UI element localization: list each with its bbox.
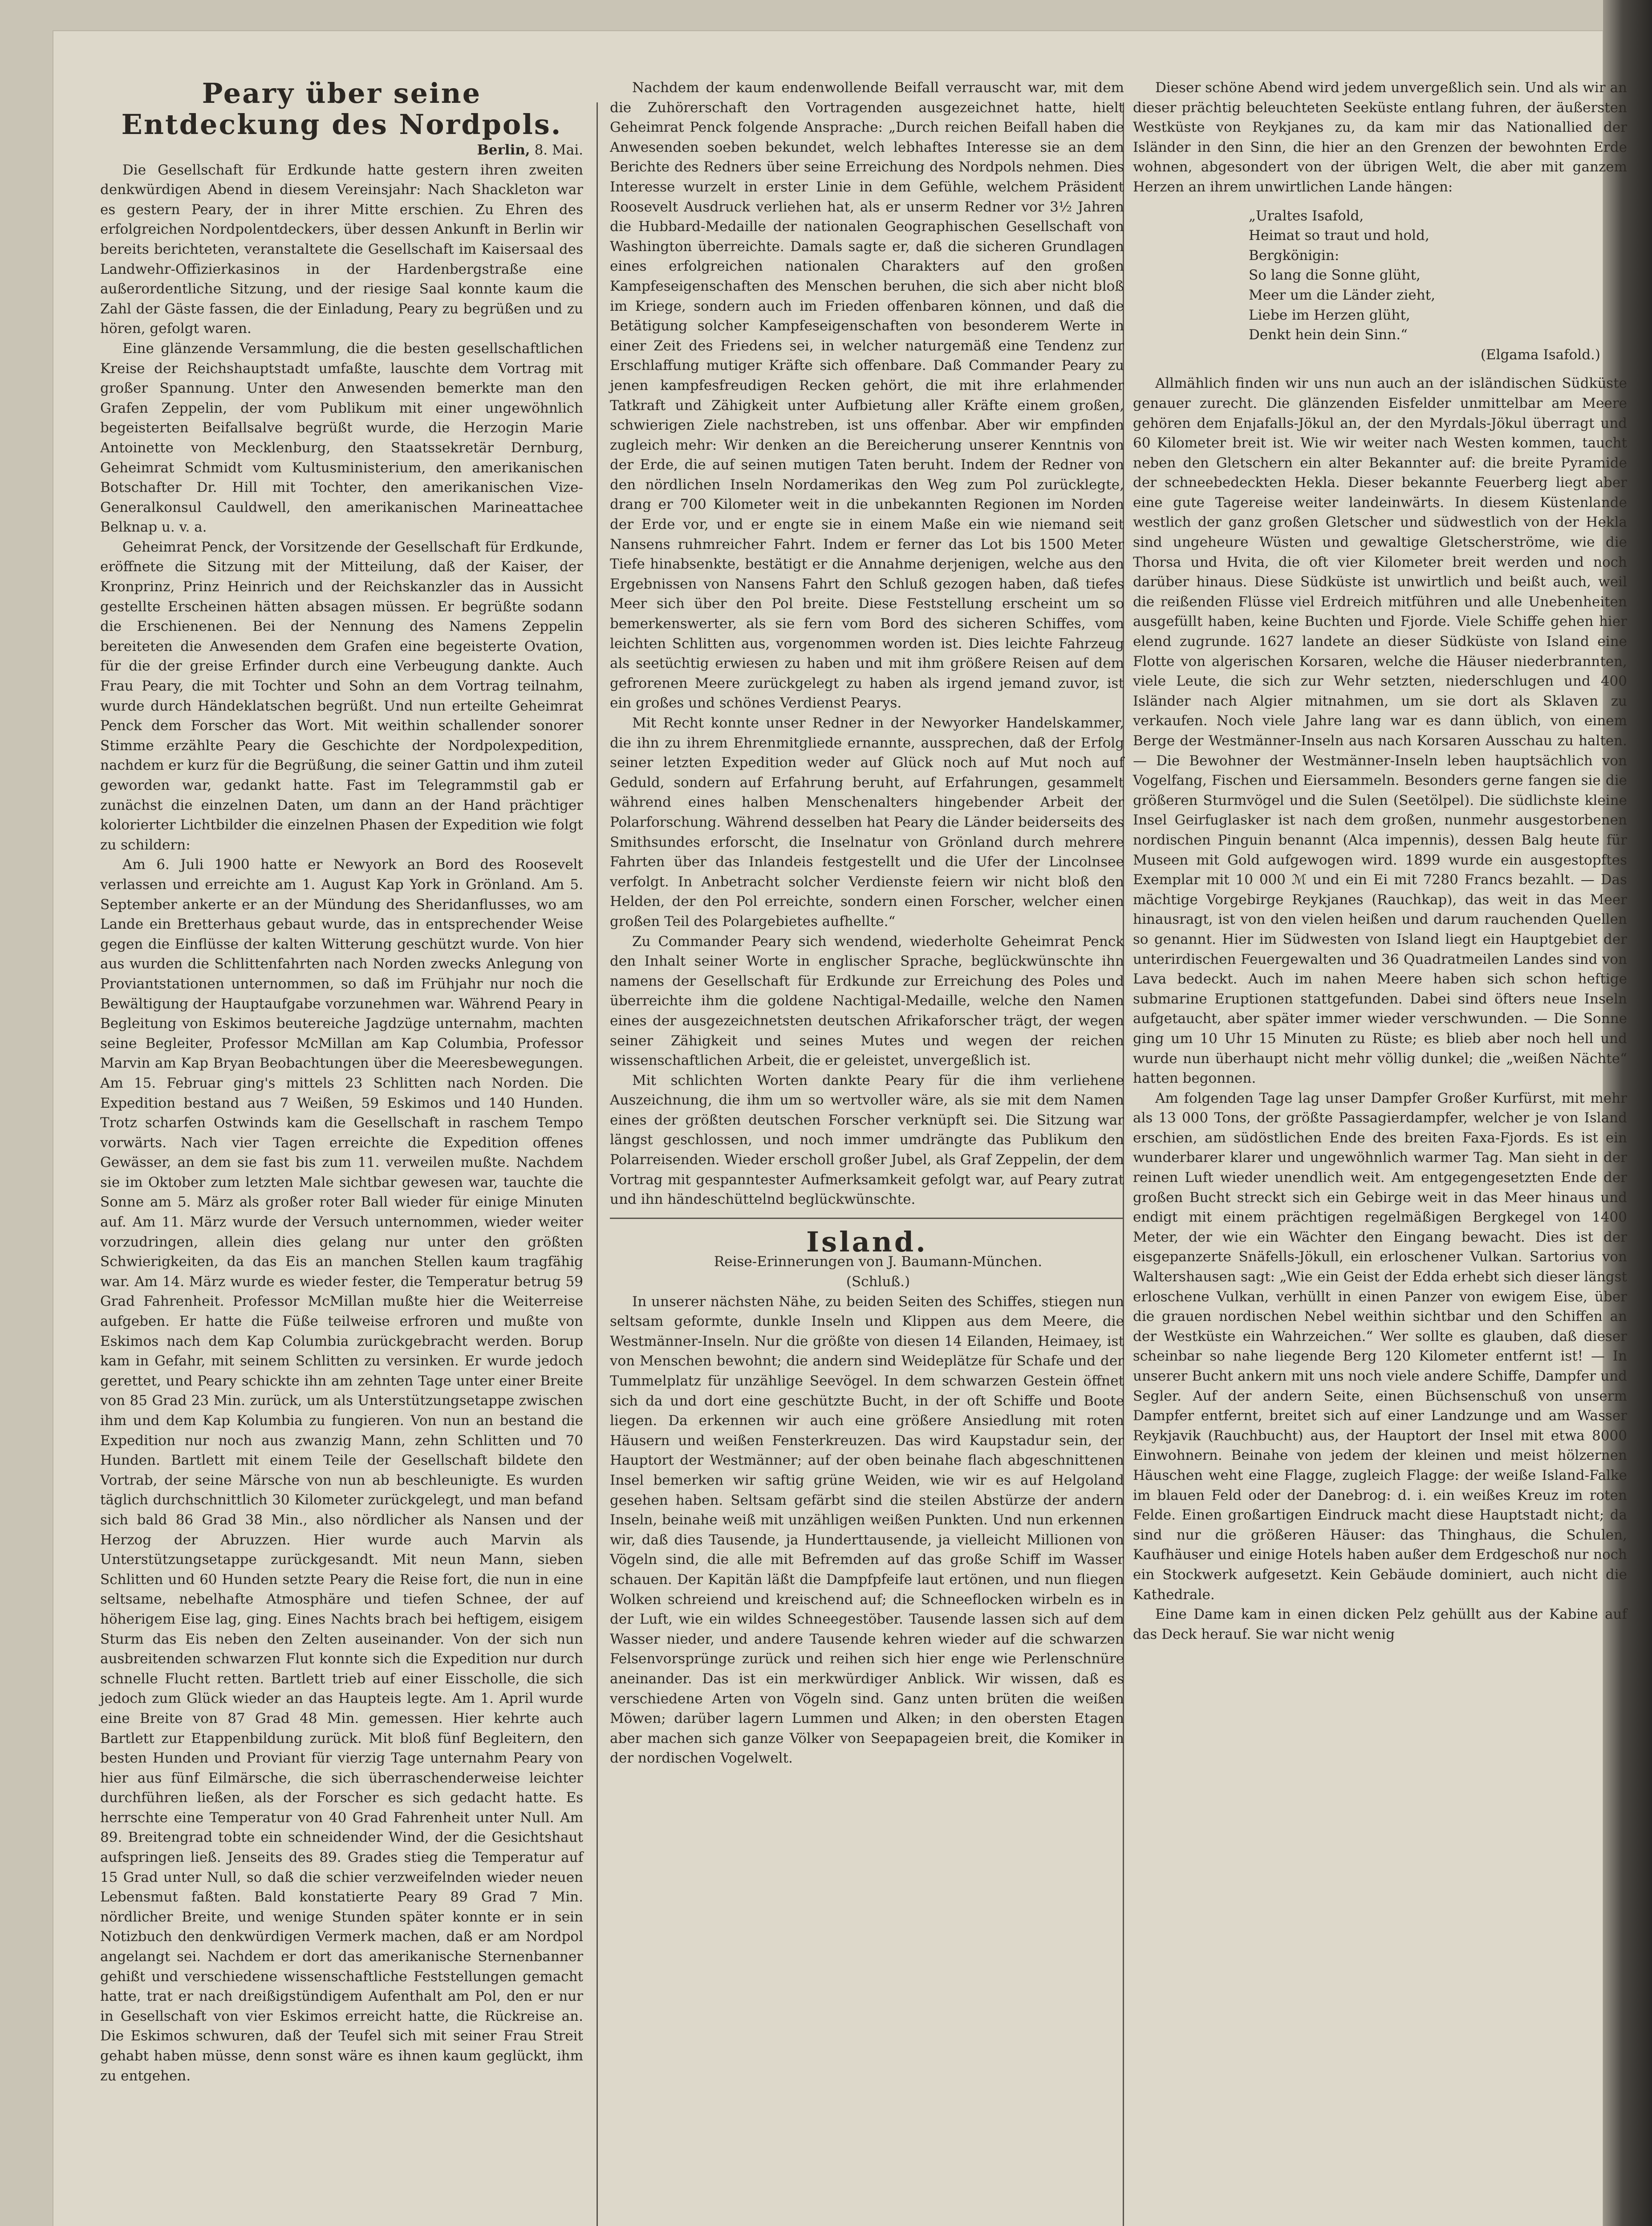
column-1 — [100, 78, 583, 2086]
column-2 — [610, 78, 1124, 1768]
paragraph: Eine glänzende Versammlung, die die besten gesellschaftlichen Kreise der Reichshauptstadt umfaßte, lauschte dem Vortrag mit großer Spannung. Unter den Anwesenden bemerkte man den Grafen Zeppelin, der vom Publikum mit einer ungewöhnlich begeisterten Beifallsalve begrüßt wurde, die Herzogin Marie Antoinette von Mecklenburg, den Staatssekretär Dernburg, Geheimrat Schmidt vom Kultusministerium, den amerikanischen Botschafter Dr. Hill mit Tochter, den amerikanischen Vize-Generalkonsul Cauldwell, den amerikanischen Marineattachee Belknap u. v. a. — [100, 340, 583, 536]
dateline-city: Berlin, — [477, 142, 530, 158]
paragraph: Nachdem der kaum endenwollende Beifall verrauscht war, mit dem die Zuhörerschaft den Vortragenden ausgezeichnet hatte, hielt Geheimrat Penck folgende Ansprache: „Durch reichen Beifall haben die Anwesenden soeben bekundet, welch lebhaftes Interesse sie an dem Berichte des Redners über seine Erreichung des Nordpols nehmen. Dies Interesse wurzelt in erster Linie in dem Gefühle, welchem Präsident Roosevelt Ausdruck verliehen hat, als er unserm Redner vor 3½ Jahren die Hubbard-Medaille der nationalen Geographischen Gesellschaft von Washington überreichte. Damals sagte er, daß die sicheren Grundlagen eines erfolgreichen nationalen Charakters auf den großen Kampfeseigenschaften des Menschen beruhen, die sich aber nicht bloß im Kriege, sondern auch im Frieden offenbaren können, und daß die Betätigung solcher Kampfeseigenschaften von besonderem Werte in einer Zeit des Friedens sei, in welcher naturgemäß eine Tendenz zur Erschlaffung mutiger Kräfte sich offenbare. Daß Commander Peary zu jenen kampfesfreudigen Recken gehört, die mit ihre erlahmender Tatkraft und Zähigkeit unter Aufbietung aller Kräfte einem großen, schwierigen Ziele nachstreben, ist uns offenbar. Aber wir empfinden zugleich mehr: Wir denken an die Bereicherung unserer Kenntnis von der Erde, die auf seinen mutigen Taten beruht. Indem der Redner von den nördlichen Inseln Nordamerikas den Weg zum Pol zurücklegte, drang er 700 Kilometer weit in die unbekannten Regionen im Norden der Erde vor, und er engte sie in einem Maße ein wie niemand seit Nansens ruhmreicher Fahrt. Indem er ferner das Lot bis 1500 Meter Tiefe hinabsenkte, bestätigt er die Annahme derjenigen, welche aus den Ergebnissen von Nansens Fahrt den Schluß gezogen haben, daß tiefes Meer sich über den Pol breite. Diese Feststellung erscheint um so bemerkenswerter, als sie fern vom Bord des sicheren Schiffes, vom leichten Schlitten aus, vorgenommen worden ist. Dies leichte Fahrzeug als seetüchtig erwiesen zu haben und mit ihm größere Reisen auf dem gefrorenen Meere zurückgelegt zu haben als irgend jemand zuvor, ist ein großes und schönes Verdienst Pearys. — [610, 80, 1124, 711]
article-headline-peary: Peary über seine Entdeckung des Nordpols. — [121, 77, 562, 141]
poem-line: „Uraltes Isafold, — [1249, 207, 1364, 224]
poem-line: So lang die Sonne glüht, — [1249, 267, 1421, 284]
dateline-date: 8. Mai. — [534, 142, 583, 158]
poem-line: Liebe im Herzen glüht, — [1249, 307, 1410, 323]
paragraph: Allmählich finden wir uns nun auch an der isländischen Südküste genauer zurecht. Die glänzenden Eisfelder unmittelbar am Meere gehören dem Enjafalls-Jökul an, der den Myrdals-Jökul überragt und 60 Kilometer breit ist. Wie wir weiter nach Westen kommen, taucht neben den Gletschern ein alter Bekannter auf: die breite Pyramide der schneebedeckten Hekla. Dieser bekannte Feuerberg liegt aber eine gute Tagereise weiter landeinwärts. In diesem Küstenlande westlich der ganz großen Gletscher und südwestlich von der Hekla sind ungeheure Wüsten und gewaltige Gletscherströme, wie die Thorsa und Hvita, die oft vier Kilometer breit werden und noch darüber hinaus. Diese Südküste ist unwirtlich und beißt auch, weil die reißenden Flüsse viel Erdreich mitführen und alle Unebenheiten ausgefüllt haben, keine Buchten und Fjorde. Viele Schiffe gehen hier elend zugrunde. 1627 landete an dieser Südküste von Island eine Flotte von algerischen Korsaren, welche die Häuser niederbrannten, viele Leute, die sich zur Wehr setzten, niederschlugen und 400 Isländer nach Algier mitnahmen, um sie dort als Sklaven zu verkaufen. Noch viele Jahre lang war es dann üblich, von einem Berge der Westmänner-Inseln aus nach Korsaren Ausschau zu halten. — Die Bewohner der Westmänner-Inseln leben hauptsächlich von Vogelfang, Fischen und Eiersammeln. Besonders gerne fangen sie die größeren Sturmvögel und die Sulen (Seetölpel). Die südlichste kleine Insel Geirfuglasker ist nach dem großen, nunmehr ausgestorbenen nordischen Pinguin benannt (Alca impennis), dessen Balg heute für Museen mit Gold aufgewogen wird. 1899 wurde ein ausgestopftes Exemplar mit 10 000 ℳ und ein Ei mit 7280 Francs bezahlt. — Das mächtige Vorgebirge Reykjanes (Rauchkap), das weit in das Meer hinausragt, ist von den vielen heißen und darum rauchenden Quellen so genannt. Hier im Südwesten von Island liegt ein Hauptgebiet der unterirdischen Feuergewalten und 36 Quadratmeilen Landes sind von Lava bedeckt. Auch im nahen Meere haben sich schon heftige submarine Eruptionen stattgefunden. Dabei sind öfters neue Inseln aufgetaucht, aber später immer wieder verschwunden. — Die Sonne ging um 10 Uhr 15 Minuten zu Rüste; es blieb aber noch hell und wurde nun überhaupt nicht mehr völlig dunkel; die „weißen Nächte“ hatten begonnen. — [1133, 375, 1627, 1087]
column-3 — [1133, 78, 1627, 1644]
paragraph: Am folgenden Tage lag unser Dampfer Großer Kurfürst, mit mehr als 13 000 Tons, der größte Passagierdampfer, welcher je von Island erschien, am südöstlichen Ende des breiten Faxa-Fjords. Es ist ein wunderbarer klarer und ungewöhnlich warmer Tag. Man sieht in der reinen Luft wieder unendlich weit. Am entgegengesetzten Ende der großen Bucht streckt sich ein Gebirge weit in das Meer hinaus und endigt mit einem prächtigen regelmäßigen Bergkegel von 1400 Meter, der wie ein Wächter den Eingang bewacht. Dies ist der eisgepanzerte Snäfells-Jökull, ein erloschener Vulkan. Sartorius von Waltershausen sagt: „Wie ein Geist der Edda erhebt sich dieser längst erloschene Vulkan, verhüllt in einen Panzer von ewigem Eise, über die grauen nordischen Nebel weithin sichtbar und den Schiffen an der Westküste ein Wahrzeichen.“ Wer sollte es glauben, daß dieser scheinbar so nahe liegende Berg 120 Kilometer entfernt ist! — In unserer Bucht ankern mit uns noch viele andere Schiffe, Dampfer und Segler. Auf der andern Seite, einen Büchsenschuß von unserm Dampfer entfernt, breitet sich auf einer Landzunge und am Wasser Reykjavik (Rauchbucht) aus, der Hauptort der Insel mit etwa 8000 Einwohnern. Beinahe von jedem der kleinen und meist hölzernen Häuschen weht eine Flagge, zugleich Flagge: der weiße Island-Falke im blauen Feld oder der Danebrog: d. i. ein weißes Kreuz im roten Felde. Einen großartigen Eindruck macht diese Hauptstadt nicht; da sind nur die größeren Häuser: das Thinghaus, die Schulen, Kaufhäuser und einige Hotels haben außer dem Erdgeschoß nur noch ein Stockwerk aufgesetzt. Kein Gebäude dominiert, auch nicht die Kathedrale. — [1133, 1090, 1627, 1603]
paragraph: Zu Commander Peary sich wendend, wiederholte Geheimrat Penck den Inhalt seiner Worte in englischer Sprache, beglückwünschte ihn namens der Gesellschaft für Erdkunde zur Erreichung des Poles und überreichte ihm die goldene Nachtigal-Medaille, welche den Namen eines der ausgezeichnetsten deutschen Afrikaforscher trägt, der wegen seiner Zähigkeit und seines Mutes und wegen der reichen wissenschaftlichen Arbeit, die er geleistet, unvergeßlich ist. — [610, 933, 1124, 1069]
paragraph: Mit Recht konnte unser Redner in der Newyorker Handelskammer, die ihn zu ihrem Ehrenmitgliede ernannte, aussprechen, daß der Erfolg seiner letzten Expedition weder auf Glück noch auf Mut noch auf Geduld, sondern auf Erfahrung beruht, auf Erfahrungen, gesammelt während eines halben Menschenalters hingebender Arbeit der Polarforschung. Während desselben hat Peary die Länder beiderseits des Smithsundes erforscht, die Inselnatur von Grönland durch mehrere Fahrten über das Inlandeis festgestellt und die Ufer der Lincolnsee verfolgt. In Anbetracht solcher Verdienste feiern wir nicht bloß den Helden, der den Pol erreichte, sondern einen Forscher, welcher einen großen Teil des Polargebietes aufhellte.“ — [610, 715, 1124, 930]
continuation-note: (Schluß.) — [846, 1274, 910, 1290]
poem-source: (Elgama Isafold.) — [1480, 346, 1600, 363]
poem-line: Denkt hein dein Sinn.“ — [1249, 327, 1408, 343]
dateline — [100, 140, 583, 160]
paragraph: Die Gesellschaft für Erdkunde hatte gestern ihren zweiten denkwürdigen Abend in diesem Vereinsjahr: Nach Shackleton war es gestern Peary, der in ihrer Mitte erschien. Zu Ehren des erfolgreichen Nordpolentdeckers, über dessen Ankunft in Berlin wir bereits berichteten, veranstaltete die Gesellschaft im Kaisersaal des Landwehr-Offizierkasinos in der Hardenbergstraße eine außerordentliche Sitzung, und der riesige Saal konnte kaum die Zahl der Gäste fassen, die der Einladung, Peary zu begrüßen und zu hören, gefolgt waren. — [100, 162, 583, 337]
paragraph: In unserer nächsten Nähe, zu beiden Seiten des Schiffes, stiegen nun seltsam geformte, dunkle Inseln und Klippen aus dem Meere, die Westmänner-Inseln. Nur die größte von diesen 14 Eilanden, Heimaey, ist von Menschen bewohnt; die andern sind Weideplätze für Schafe und der Tummelplatz für unzählige Seevögel. In dem schwarzen Gestein öffnet sich da und dort eine geschützte Bucht, in der oft Schiffe und Boote liegen. Da erkennen wir auch eine größere Ansiedlung mit roten Häusern und weißen Fensterkreuzen. Das wird Kaupstadur sein, der Hauptort der Westmänner; auf der oben beinahe flach abgeschnittenen Insel bemerken wir saftig grüne Weiden, wie wir es auf Helgoland gesehen haben. Seltsam gefärbt sind die steilen Abstürze der andern Inseln, beinahe weiß mit unzähligen weißen Punkten. Und nun erkennen wir, daß dies Tausende, ja Hunderttausende, ja vielleicht Millionen von Vögeln sind, die alle mit Befremden auf das große Schiff im Wasser schauen. Der Kapitän läßt die Dampfpfeife laut ertönen, und nun fliegen Wolken schreiend und kreischend auf; die Schneeflocken wirbeln es in der Luft, wie ein wildes Schneegestöber. Tausende lassen sich auf dem Wasser nieder, und andere Tausende kehren wieder auf die schwarzen Felsenvorsprünge zurück und reihen sich hier enge wie Perlenschnüre aneinander. Das ist ein merkwürdiger Anblick. Wir wissen, daß es verschiedene Arten von Vögeln sind. Ganz unten brüten die weißen Möwen; darüber lagern Lummen und Alken; in den obersten Etagen aber machen sich ganze Völker von Seepapageien breit, die Komiker in der nordischen Vogelwelt. — [610, 1293, 1124, 1767]
paragraph: Geheimrat Penck, der Vorsitzende der Gesellschaft für Erdkunde, eröffnete die Sitzung mit der Mitteilung, daß der Kaiser, der Kronprinz, Prinz Heinrich und der Reichskanzler das in Aussicht gestellte Erscheinen hätten absagen müssen. Er begrüßte sodann die Erschienenen. Bei der Nennung des Namens Zeppelin bereiteten die Anwesenden dem Grafen eine begeisterte Ovation, für die der greise Erfinder durch eine Verbeugung dankte. Auch Frau Peary, die mit Tochter und Sohn an dem Vortrag teilnahm, wurde durch Händeklatschen begrüßt. Und nun erteilte Geheimrat Penck dem Forscher das Wort. Mit weithin schallender sonorer Stimme erzählte Peary die Geschichte der Nordpolexpedition, nachdem er kurz für die Begrüßung, die seiner Gattin und ihm zuteil geworden war, gedankt hatte. Fast im Telegrammstil gab er zunächst die einzelnen Daten, um dann an der Hand prächtiger kolorierter Lichtbilder die einzelnen Phasen der Expedition wie folgt zu schildern: — [100, 539, 583, 853]
paragraph: Mit schlichten Worten dankte Peary für die ihm verliehene Auszeichnung, die ihm um so wertvoller wäre, als sie mit dem Namen eines der größten deutschen Forscher verknüpft sei. Die Sitzung war längst geschlossen, und noch immer umdrängte das Publikum den Polarreisenden. Wieder erscholl großer Jubel, als Graf Zeppelin, der dem Vortrag mit gespanntester Aufmerksamkeit gefolgt war, auf Peary zutrat und ihn händeschüttelnd beglückwünschte. — [610, 1072, 1124, 1208]
article-headline-island: Island. — [806, 1225, 928, 1258]
paragraph: Eine Dame kam in einen dicken Pelz gehüllt aus der Kabine auf das Deck herauf. Sie war nicht wenig — [1133, 1606, 1627, 1642]
paragraph: Dieser schöne Abend wird jedem unvergeßlich sein. Und als wir an dieser prächtig beleuchteten Seeküste entlang fuhren, der äußersten Westküste von Reykjanes zu, da kam mir das Nationallied der Isländer in den Sinn, die hier an den Grenzen der bewohnten Erde wohnen, abgesondert von der übrigen Welt, die aber mit ganzem Herzen an ihrem unwirtlichen Lande hängen: — [1133, 80, 1627, 195]
poem — [1249, 206, 1627, 365]
paragraph: Am 6. Juli 1900 hatte er Newyork an Bord des Roosevelt verlassen und erreichte am 1. August Kap York in Grönland. Am 5. September ankerte er an der Mündung des Sheridanflusses, wo am Lande ein Bretterhaus gebaut wurde, das in entsprechender Weise gegen die Einflüsse der kalten Witterung geschützt wurde. Von hier aus wurden die Schlittenfahrten nach Norden zwecks Anlegung von Proviantstationen unternommen, so daß im Frühjahr nur noch die Bewältigung der Hauptaufgabe vorzunehmen war. Während Peary in Begleitung von Eskimos beutereiche Jagdzüge unternahm, machten seine Begleiter, Professor McMillan am Kap Columbia, Professor Marvin am Kap Bryan Beobachtungen über die Meeresbewegungen. Am 15. Februar ging's mittels 23 Schlitten nach Norden. Die Expedition bestand aus 7 Weißen, 59 Eskimos und 140 Hunden. Trotz scharfen Ostwinds kam die Gesellschaft in raschem Tempo vorwärts. Nach vier Tagen erreichte die Expedition offenes Gewässer, an dem sie fast bis zum 11. verweilen mußte. Nachdem sie im Oktober zum letzten Male sichtbar gewesen war, tauchte die Sonne am 5. März als großer roter Ball wieder für einige Minuten auf. Am 11. März wurde der Versuch unternommen, wieder weiter vorzudringen, allein dies gelang nur unter den größten Schwierigkeiten, da das Eis an manchen Stellen kaum tragfähig war. Am 14. März wurde es wieder fester, die Temperatur betrug 59 Grad Fahrenheit. Professor McMillan mußte hier die Weiterreise aufgeben. Er hatte die Füße teilweise erfroren und mußte von Eskimos nach dem Kap Columbia zurückgebracht werden. Borup kam in Gefahr, mit seinem Schlitten zu versinken. Er wurde jedoch gerettet, und Peary schickte ihn am zehnten Tage unter einer Breite von 85 Grad 23 Min. zurück, um als Unterstützungsetappe zwischen ihm und dem Kap Kolumbia zu fungieren. Von nun an bestand die Expedition nur noch aus zwanzig Mann, zehn Schlitten und 70 Hunden. Bartlett mit einem Teile der Gesellschaft bildete den Vortrab, der seine Märsche von nun ab beschleunigte. Es wurden täglich durchschnittlich 30 Kilometer zurückgelegt, und man befand sich bald 86 Grad 38 Min., also nördlicher als Nansen und der Herzog der Abruzzen. Hier wurde auch Marvin als Unterstützungsetappe zurückgesandt. Mit neun Mann, sieben Schlitten und 60 Hunden setzte Peary die Reise fort, die nun in eine seltsame, nebelhafte Atmosphäre und tiefen Schnee, der auf höherigem Eise lag, ging. Eines Nachts brach bei heftigem, eisigem Sturm das Eis neben den Zelten auseinander. Von der sich nun ausbreitenden schwarzen Flut konnte sich die Expedition nur durch schnelle Flucht retten. Bartlett trieb auf einer Eisscholle, die sich jedoch zum Glück wieder an das Haupteis legte. Am 1. April wurde eine Breite von 87 Grad 48 Min. gemessen. Hier kehrte auch Bartlett zur Etappenbildung zurück. Mit bloß fünf Begleitern, den besten Hunden und Proviant für vierzig Tage unternahm Peary von hier aus fünf Eilmärsche, die sich überraschenderweise leichter durchführen ließen, als der Forscher es sich gedacht hatte. Es herrschte eine Temperatur von 40 Grad Fahrenheit unter Null. Am 89. Breitengrad tobte ein schneidender Wind, der die Gesichtshaut aufspringen ließ. Jenseits des 89. Grades stieg die Temperatur auf 15 Grad unter Null, so daß die schier verzweifelnden wieder neuen Lebensmut faßten. Bald konstatierte Peary 89 Grad 7 Min. nördlicher Breite, und wenige Stunden später konnte er in sein Notizbuch den denkwürdigen Vermerk machen, daß er am Nordpol angelangt sei. Nachdem er dort das amerikanische Sternenbanner gehißt und verschiedene wissenschaftliche Feststellungen gemacht hatte, trat er nach dreißigstündigem Aufenthalt am Pol, den er nur in Gesellschaft von vier Eskimos erreicht hatte, die Rückreise an. Die Eskimos schwuren, daß der Teufel sich mit seiner Frau Streit gehabt haben müsse, denn sonst wäre es ihnen kaum geglückt, ihm zu entgehen. — [100, 857, 583, 2084]
section-divider — [610, 1218, 1124, 1219]
column-rule-1 — [597, 102, 598, 2226]
poem-line: Heimat so traut und hold, — [1249, 227, 1429, 244]
poem-line: Bergkönigin: — [1249, 247, 1339, 264]
poem-line: Meer um die Länder zieht, — [1249, 287, 1436, 303]
article-subtitle: Reise-Erinnerungen von J. Baumann-München. — [714, 1254, 1043, 1270]
